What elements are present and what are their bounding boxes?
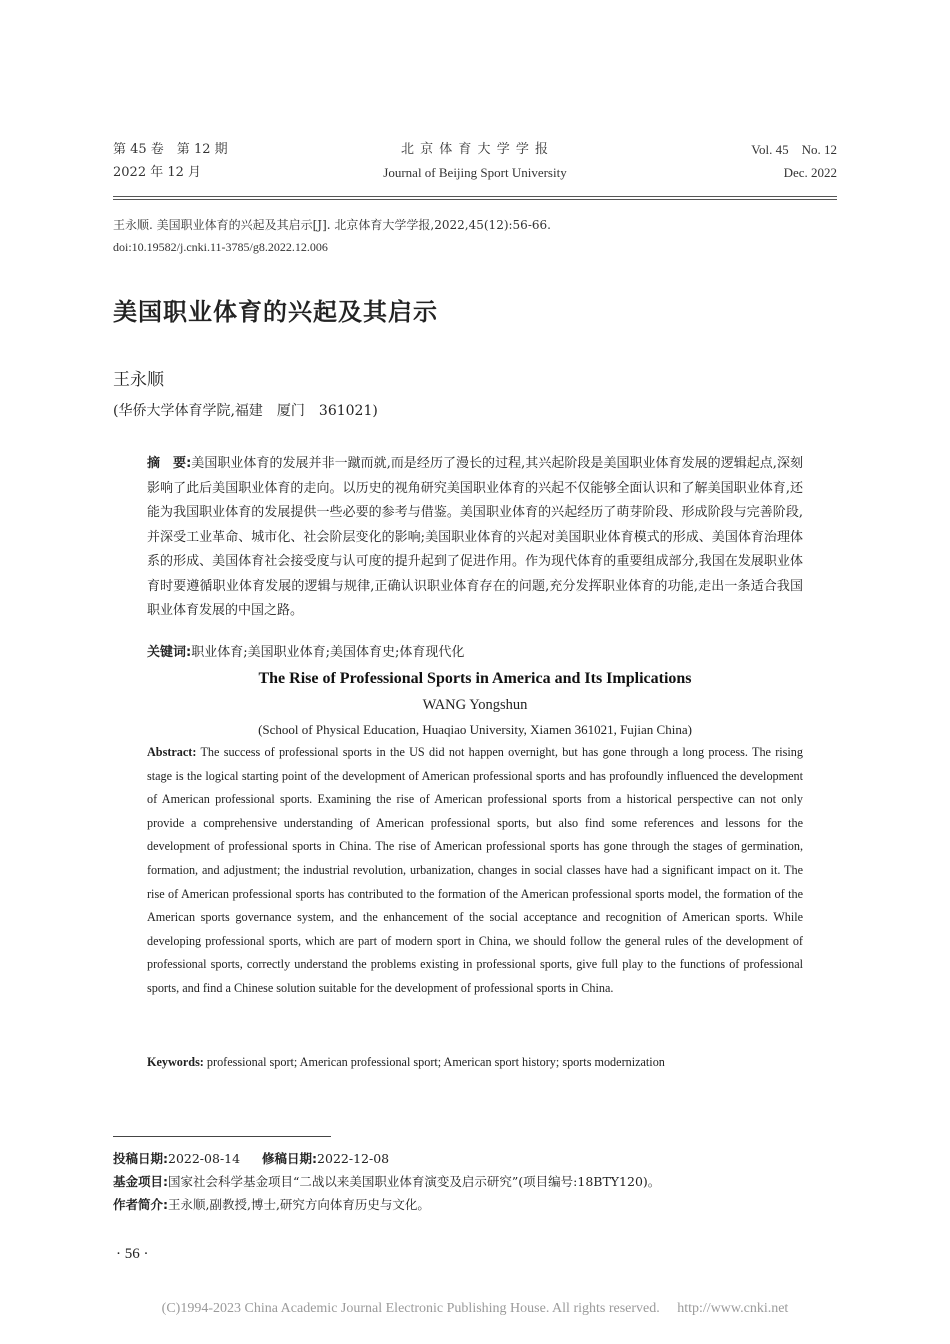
header-volume-issue: 第 45 卷 第 12 期 <box>113 142 228 157</box>
revised-label: 修稿日期: <box>262 1151 318 1166</box>
keywords-cn-label: 关键词: <box>147 645 192 660</box>
footnote-rule <box>113 1136 331 1137</box>
author-bio-label: 作者简介: <box>113 1197 168 1212</box>
author-bio-value: 王永顺,副教授,博士,研究方向体育历史与文化。 <box>168 1197 430 1212</box>
abstract-en-label: Abstract: <box>147 745 197 759</box>
footnote-dates <box>113 1147 389 1170</box>
header-date-cn: 2022 年 12 月 <box>113 165 202 180</box>
abstract-cn <box>147 452 803 624</box>
citation-line: 王永顺. 美国职业体育的兴起及其启示[J]. 北京体育大学学报,2022,45(12):56-66. <box>113 218 551 232</box>
author-name-cn: 王永顺 <box>113 370 164 390</box>
header-journal-en: Journal of Beijing Sport University <box>383 165 567 180</box>
keywords-cn <box>147 641 803 666</box>
keywords-en <box>147 1051 803 1075</box>
fund-value: 国家社会科学基金项目“二战以来美国职业体育演变及启示研究”(项目编号:18BTY120)。 <box>168 1174 661 1189</box>
keywords-en-label: Keywords: <box>147 1055 204 1069</box>
header-date-en: Dec. 2022 <box>783 165 837 180</box>
doi-line: doi:10.19582/j.cnki.11-3785/g8.2022.12.006 <box>113 240 328 254</box>
article-title-cn: 美国职业体育的兴起及其启示 <box>113 298 438 326</box>
page-number: · 56 · <box>116 1246 149 1262</box>
fund-label: 基金项目: <box>113 1174 168 1189</box>
header-rule-top <box>113 196 837 197</box>
copyright-notice: (C)1994-2023 China Academic Journal Electronic Publishing House. All rights reserved. http://www.cnki.net <box>161 1301 789 1316</box>
abstract-en-text: The success of professional sports in the US did not happen overnight, but has gone through a long process. The rising stage is the logical starting point of the development of American professional sports and has profoundly influenced the development of American professional sports. Examining the rise of American professional sports from a historical perspective can not only provide a comprehensive understanding of American professional sports, but also find some references and lessons for the development of professional sports in China. The rise of American professional sports has gone through the stages of germination, formation, and adjustment; the industrial revolution, urbanization, changes in social classes have had a significant impact on it. The rise of American professional sports has contributed to the formation of the American professional sports model, the formation of the American sports governance system, and the enhancement of the social acceptance and recognition of American sports. While developing professional sports, which are part of modern sport in China, we should follow the general rules of the development of professional sports, correctly understand the problems existing in professional sports, give full play to the functions of professional sports, and find a Chinese solution suitable for the development of professional sports in China. <box>147 745 803 995</box>
keywords-cn-text: 职业体育;美国职业体育;美国体育史;体育现代化 <box>191 645 465 660</box>
keywords-en-text: professional sport; American professional sport; American sport history; sports modernization <box>203 1055 665 1069</box>
footnote-fund <box>113 1170 660 1193</box>
article-title-en: The Rise of Professional Sports in America and Its Implications <box>258 670 692 687</box>
author-name-en: WANG Yongshun <box>422 697 528 713</box>
revised-value: 2022-12-08 <box>317 1151 390 1166</box>
footnote-author <box>113 1193 430 1216</box>
affiliation-cn: (华侨大学体育学院,福建 厦门 361021) <box>113 403 378 419</box>
abstract-cn-label: 摘 要: <box>147 456 192 471</box>
received-label: 投稿日期: <box>113 1151 168 1166</box>
affiliation-en: (School of Physical Education, Huaqiao University, Xiamen 361021, Fujian China) <box>258 722 692 737</box>
abstract-cn-text: 美国职业体育的发展并非一蹴而就,而是经历了漫长的过程,其兴起阶段是美国职业体育发展的逻辑起点,深刻影响了此后美国职业体育的走向。以历史的视角研究美国职业体育的兴起不仅能够全面认识和了解美国职业体育,还能为我国职业体育的发展提供一些必要的参考与借鉴。美国职业体育的兴起经历了萌芽阶段、形成阶段与完善阶段,并深受工业革命、城市化、社会阶层变化的影响;美国职业体育的兴起对美国职业体育模式的形成、美国体育治理体系的形成、美国体育社会接受度与认可度的提升起到了促进作用。作为现代体育的重要组成部分,我国在发展职业体育时要遵循职业体育发展的逻辑与规律,正确认识职业体育存在的问题,充分发挥职业体育的功能,走出一条适合我国职业体育发展的中国之路。 <box>147 456 803 618</box>
header-journal-cn: 北 京 体 育 大 学 学 报 <box>401 142 549 157</box>
abstract-en <box>147 741 803 1001</box>
received-value: 2022-08-14 <box>168 1151 241 1166</box>
header-vol-no-en: Vol. 45 No. 12 <box>751 142 837 157</box>
header-rule-bottom <box>113 199 837 200</box>
